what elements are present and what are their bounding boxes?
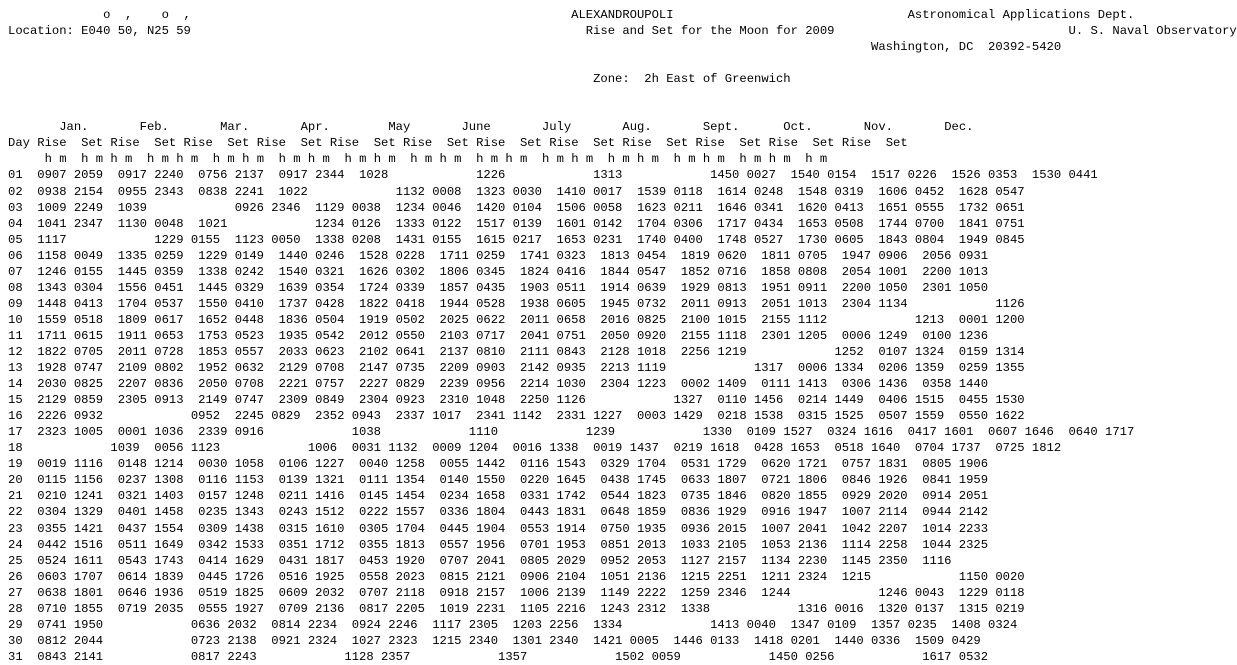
month-row-indent (8, 120, 37, 134)
month-header-5: May (359, 120, 440, 135)
units-row-indent (8, 152, 45, 166)
zone-line (8, 71, 1091, 87)
rise-set-header-row (8, 135, 1091, 151)
header-line-1 (8, 7, 1135, 23)
day-row: 30 0812 2044 0723 2138 0921 2324 1027 2323 1215 2340 1301 2340 1421 0005 1446 0133 1418 0201 1440 0336 1509 0429 (8, 633, 981, 648)
day-row: 25 0524 1611 0543 1743 0414 1629 0431 1817 0453 1920 0707 2041 0805 2029 0952 2053 1127 2157 1134 2230 1145 2350 1116 (8, 553, 952, 568)
day-row: 17 2323 1005 0001 1036 2339 0916 1038 1110 1239 1330 0109 1527 0324 1616 0417 1601 0607 1646 0640 1717 (8, 425, 1135, 440)
rise-set-label-8: Rise Set (549, 136, 623, 151)
month-header-row (8, 119, 1091, 135)
day-row: 14 2030 0825 2207 0836 2050 0708 2221 0757 2227 0829 2239 0956 2214 1030 2304 1223 0002 1409 0111 1413 0306 1436 0358 1440 (8, 377, 989, 392)
rise-set-label-1: Rise Set (37, 136, 111, 151)
rise-set-label-4: Rise Set (256, 136, 330, 151)
hour-minute-label-1: h m h m (44, 152, 111, 167)
day-rows (8, 167, 1135, 664)
day-column-label: Day (8, 136, 38, 151)
month-header-8: Aug. (600, 120, 681, 135)
pad-1a (191, 8, 571, 22)
hour-minute-label-10: h m h m (637, 152, 703, 167)
month-header-4: Apr. (278, 120, 360, 135)
hour-minute-label-5: h m h m (307, 152, 374, 167)
hour-minute-label-3: h m h m (176, 152, 243, 167)
day-row: 18 1039 0056 1123 1006 0031 1132 0009 1204 0016 1338 0019 1437 0219 1618 0428 1653 0518 1640 0704 1737 0725 1812 (8, 441, 1062, 456)
hour-minute-label-8: h m h m (505, 152, 572, 167)
hour-minute-label-11: h m h m (702, 152, 769, 167)
pad-1b (674, 8, 908, 22)
rise-set-label-12: Rise Set (841, 136, 915, 151)
day-row: 09 1448 0413 1704 0537 1550 0410 1737 0428 1822 0418 1944 0528 1938 0605 1945 0732 2011 0913 2051 1013 2304 1134 1126 (8, 296, 1025, 311)
blank-line-2 (8, 87, 1091, 103)
day-row: 26 0603 1707 0614 1839 0445 1726 0516 1925 0558 2023 0815 2121 0906 2104 1051 2136 1215 2251 1211 2324 1215 1150 0020 (8, 569, 1025, 584)
day-row: 19 0019 1116 0148 1214 0030 1058 0106 1227 0040 1258 0055 1442 0116 1543 0329 1704 0531 1729 0620 1721 0757 1831 0805 1906 (8, 457, 989, 472)
month-header-9: Sept. (680, 120, 762, 135)
day-row: 20 0115 1156 0237 1308 0116 1153 0139 1321 0111 1354 0140 1550 0220 1645 0438 1745 0633 1807 0721 1806 0846 1926 0841 1959 (8, 473, 989, 488)
month-header-3: Mar. (198, 120, 279, 135)
units-header-row (8, 151, 1091, 167)
table-title: Rise and Set for the Moon for 2009 (585, 24, 835, 39)
blank-line-1 (8, 55, 1091, 71)
day-row: 29 0741 1950 0636 2032 0814 2234 0924 2246 1117 2305 1203 2256 1334 1413 0040 1347 0109 1357 0235 1408 0324 (8, 617, 1018, 632)
day-row: 28 0710 1855 0719 2035 0555 1927 0709 2136 0817 2205 1019 2231 1105 2216 1243 2312 1338 1316 0016 1320 0137 1315 0219 (8, 601, 1025, 616)
day-row: 12 1822 0705 2011 0728 1853 0557 2033 0623 2102 0641 2137 0810 2111 0843 2128 1018 2256 1219 1252 0107 1324 0159 1314 (8, 344, 1025, 359)
hour-minute-label-6: h m h m (373, 152, 440, 167)
day-row: 05 1117 1229 0155 1123 0050 1338 0208 1431 0155 1615 0217 1653 0231 1740 0400 1748 0527 1730 0605 1843 0804 1949 0845 (8, 232, 1025, 247)
hour-minute-label-12: h m h m (768, 152, 835, 167)
hour-minute-label-9: h m h m (571, 152, 638, 167)
day-row: 07 1246 0155 1445 0359 1338 0242 1540 0321 1626 0302 1806 0345 1824 0416 1844 0547 1852 0716 1858 0808 2054 1001 2200 1013 (8, 264, 989, 279)
hour-minute-label-4: h m h m (242, 152, 308, 167)
day-row: 21 0210 1241 0321 1403 0157 1248 0211 1416 0145 1454 0234 1658 0331 1742 0544 1823 0735 1846 0820 1855 0929 2020 0914 2051 (8, 489, 989, 504)
day-row: 23 0355 1421 0437 1554 0309 1438 0315 1610 0305 1704 0445 1904 0553 1914 0750 1935 0936 2015 1007 2041 1042 2207 1014 2233 (8, 521, 989, 536)
day-row: 16 2226 0932 0952 2245 0829 2352 0943 2337 1017 2341 1142 2331 1227 0003 1429 0218 1538 0315 1525 0507 1559 0550 1622 (8, 409, 1025, 424)
day-row: 22 0304 1329 0401 1458 0235 1343 0243 1512 0222 1557 0336 1804 0443 1831 0648 1859 0836 1929 0916 1947 1007 2114 0944 2142 (8, 505, 989, 520)
header-line-3 (8, 39, 1091, 55)
observatory-address: Washington, DC 20392-5420 (871, 40, 1062, 55)
rise-set-label-3: Rise Set (183, 136, 257, 151)
hour-minute-label-7: h m h m (439, 152, 506, 167)
rise-set-label-6: Rise Set (402, 136, 477, 151)
day-row: 11 1711 0615 1911 0653 1753 0523 1935 0542 2012 0550 2103 0717 2041 0751 2050 0920 2155 1118 2301 1205 0006 1249 0100 1236 (8, 328, 989, 343)
department-name: Astronomical Applications Dept. (907, 8, 1135, 22)
rise-set-label-5: Rise Set (329, 136, 403, 151)
rise-set-label-7: Rise Set (476, 136, 550, 151)
blank-line-3 (8, 103, 1091, 119)
day-row: 24 0442 1516 0511 1649 0342 1533 0351 1712 0355 1813 0557 1956 0701 1953 0851 2013 1033 2105 1053 2136 1114 2258 1044 2325 (8, 537, 989, 552)
day-row: 15 2129 0859 2305 0913 2149 0747 2309 0849 2304 0923 2310 1048 2250 1126 1327 0110 1456 0214 1449 0406 1515 0455 1530 (8, 393, 1025, 408)
month-header-6: June (439, 120, 520, 135)
day-row: 02 0938 2154 0955 2343 0838 2241 1022 1132 0008 1323 0030 1410 0017 1539 0118 1614 0248 1548 0319 1606 0452 1628 0547 (8, 184, 1025, 199)
location-coordinates: Location: E040 50, N25 59 (8, 24, 191, 39)
pad-3 (8, 40, 871, 54)
day-row: 01 0907 2059 0917 2240 0756 2137 0917 2344 1028 1226 1313 1450 0027 1540 0154 1517 0226 1526 0353 1530 0441 (8, 168, 1098, 183)
day-row: 06 1158 0049 1335 0259 1229 0149 1440 0246 1528 0228 1711 0259 1741 0323 1813 0454 1819 0620 1811 0705 1947 0906 2056 0931 (8, 248, 989, 263)
coordinate-degree-marks: o , o , (8, 8, 191, 22)
rise-set-label-11: Rise Set (768, 136, 842, 151)
location-title: ALEXANDROUPOLI (571, 8, 674, 22)
pad-zone (8, 72, 593, 86)
month-header-2: Feb. (117, 120, 199, 135)
rise-set-label-2: Rise Set (110, 136, 184, 151)
rise-set-label-9: Rise Set (622, 136, 696, 151)
day-row: 08 1343 0304 1556 0451 1445 0329 1639 0354 1724 0339 1857 0435 1903 0511 1914 0639 1929 0813 1951 0911 2200 1050 2301 1050 (8, 280, 989, 295)
month-header-7: July (519, 120, 601, 135)
rise-set-label-10: Rise Set (695, 136, 769, 151)
day-row: 31 0843 2141 0817 2243 1128 2357 1357 1502 0059 1450 0256 1617 0532 (8, 649, 989, 664)
day-row: 04 1041 2347 1130 0048 1021 1234 0126 1333 0122 1517 0139 1601 0142 1704 0306 1717 0434 1653 0508 1744 0700 1841 0751 (8, 216, 1025, 231)
month-header-11: Nov. (841, 120, 923, 135)
hour-minute-label-2: h m h m (110, 152, 177, 167)
header-line-2 (8, 23, 1237, 39)
day-row: 03 1009 2249 1039 0926 2346 1129 0038 1234 0046 1420 0104 1506 0058 1623 0211 1646 0341 1620 0413 1651 0555 1732 0651 (8, 200, 1025, 215)
pad-2b (834, 24, 1068, 38)
pad-2a (191, 24, 586, 38)
day-row: 13 1928 0747 2109 0802 1952 0632 2129 0708 2147 0735 2209 0903 2142 0935 2213 1119 1317 0006 1334 0206 1359 0259 1355 (8, 361, 1025, 376)
month-header-12: Dec. (922, 120, 1003, 135)
observatory-name: U. S. Naval Observatory (1068, 24, 1237, 39)
day-row: 10 1559 0518 1809 0617 1652 0448 1836 0504 1919 0502 2025 0622 2011 0658 2016 0825 2100 1015 2155 1112 1213 0001 1200 (8, 312, 1025, 327)
month-header-1: Jan. (37, 120, 118, 135)
month-header-10: Oct. (761, 120, 842, 135)
time-zone: Zone: 2h East of Greenwich (593, 72, 791, 87)
day-row: 27 0638 1801 0646 1936 0519 1825 0609 2032 0707 2118 0918 2157 1006 2139 1149 2222 1259 2346 1244 1246 0043 1229 0118 (8, 585, 1025, 600)
